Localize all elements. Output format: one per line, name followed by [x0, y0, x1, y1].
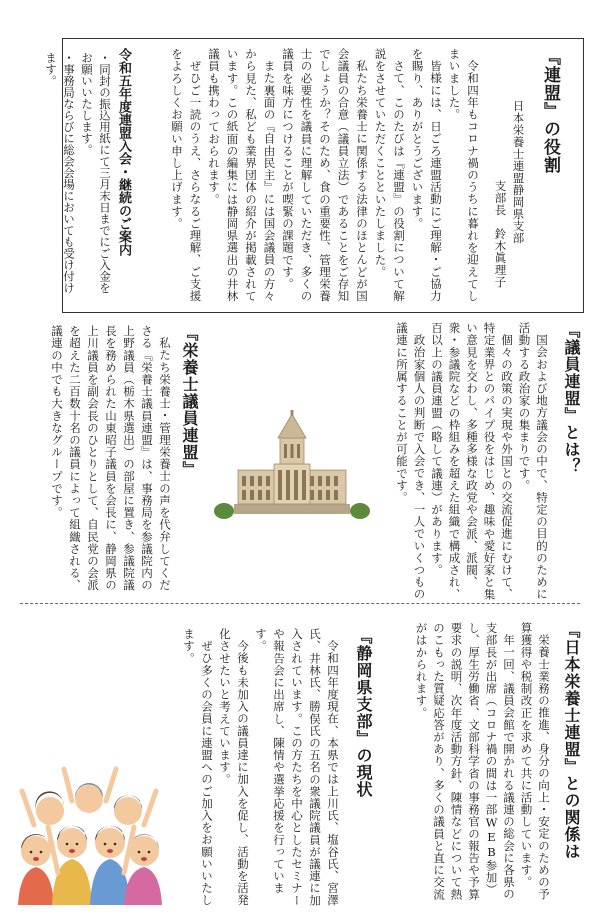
- cheering-people-illustration: [14, 755, 164, 905]
- section-divider: [20, 603, 580, 604]
- role-paragraph-3: さて、このたびは『連盟』の役割について解説をさせていただくことといたしました。: [373, 48, 406, 302]
- giin-paragraph-2: 個々の政策の実現や外国との交流促進にむけて、特定業界とのパイプ役をはじめ、趣味や愛好家と集い意見を交わし、多種多様な政党や会派、派閥、衆・参議院などの枠組みを超えた組織で構成され、百以上の議員連盟（略して議連）があります。: [430, 322, 514, 601]
- shizuoka-paragraph-3: ぜひ多くの会員に連盟へのご加入をお願いいたします。: [182, 628, 214, 906]
- relation-paragraph-1: 栄養士業務の推進、身分の向上・安定のための予算獲得や税制改正を求めて共に活動しています。: [519, 622, 551, 900]
- giin-body: [372, 322, 550, 602]
- giin-title: 『議員連盟』とは？: [562, 322, 581, 475]
- national-diet-building-icon: [212, 408, 372, 523]
- membership-bullet-2: ・事務局ならびに総会会場においても受け付けます。: [44, 52, 76, 294]
- shizuoka-paragraph-2: 今後も未加入の議員達に加入を促し、活動を活発化させたいと考えています。: [218, 628, 250, 906]
- eiyoshi-giren-title: 『栄養士議員連盟』: [180, 325, 199, 478]
- shizuoka-body: [158, 628, 342, 908]
- eiyoshi-giren-paragraph-1: 私たち栄養士・管理栄養士の声を代弁してくださる『栄養士議員連盟』は、事務局を参議院内の上野議員（栃木県選出）の部屋に置き、参議院議長を務められた山東昭子議員を会長に、静岡県の上川議員を副会長のひとりとして、自民党の会派を超えた二百数十名の議員によって組織される、議連の中でも大きなグループです。: [50, 325, 172, 592]
- relation-paragraph-2: 年一回、議員会館で開かれる議連の総会に各県の支部長が出席（コロナ禍の間は一部WEB参加）し、厚生労働省、文部科学省の事務官の報告や予算要求の説明、次年度活動方針、陳情などについて熱のこもった質疑応答があり、多くの議員と直に交流がはかられます。: [414, 622, 516, 901]
- role-paragraph-6: ぜひご一読のうえ、さらなるご理解、ご支援をよろしくお願い申し上げます。: [170, 48, 203, 302]
- shizuoka-title: 『静岡県支部』の現状: [354, 628, 373, 798]
- role-org: 日本栄養士連盟静岡県支部: [511, 100, 526, 244]
- relation-body: [392, 622, 552, 907]
- membership-notice: [44, 48, 132, 303]
- giin-paragraph-1: 国会および地方議会の中で、特定の目的のために活動する政治家の集まりです。: [517, 322, 549, 600]
- role-author: 支部長 鈴木眞理子: [493, 180, 508, 288]
- role-title: 『連盟』の役割: [540, 48, 560, 174]
- role-paragraph-1: 令和四年もコロナ禍のうちに暮れを迎えてしまいました。: [447, 48, 480, 302]
- membership-title: 令和五年度連盟入会・継続のご案内: [116, 48, 131, 256]
- eiyoshi-giren-body: [28, 325, 174, 600]
- role-body: [170, 48, 482, 303]
- role-paragraph-4: 私たち栄養士に関係する法律のほとんどが国会議員の合意（議員立法）であることをご存知でしょうか？そのため、食の重要性、管理栄養士の必要性を議員に理解していただき、多くの議員を味方につけることが喫緊の課題です。: [281, 48, 369, 303]
- membership-bullet-1: ・同封の振込用紙にて三月末日までにご入金をお願いいたします。: [80, 52, 112, 294]
- giin-paragraph-3: 政治家個人の判断で入会でき、一人でいくつもの議連に所属することが可能です。: [395, 322, 427, 600]
- role-paragraph-2: 皆様には、日ごろ連盟活動にご理解・ご協力を賜り、ありがとうございます。: [410, 48, 443, 302]
- role-paragraph-5: また裏面の『自由民主』には国会議員の方々から見た、私ども業界団体の紹介が掲載されています。この紙面の編集には静岡県選出の井林議員も携わっておられます。: [207, 48, 277, 303]
- shizuoka-paragraph-1: 令和四年度現在、本県では上川氏、塩谷氏、宮澤氏、井林氏、勝俣氏の五名の衆議院議員が議連に加入されています。この方たちを中心としたセミナーや報告会に出席し、陳情や選挙応援を行っています。: [254, 628, 340, 907]
- relation-title: 『日本栄養士連盟』との関係は: [562, 622, 581, 860]
